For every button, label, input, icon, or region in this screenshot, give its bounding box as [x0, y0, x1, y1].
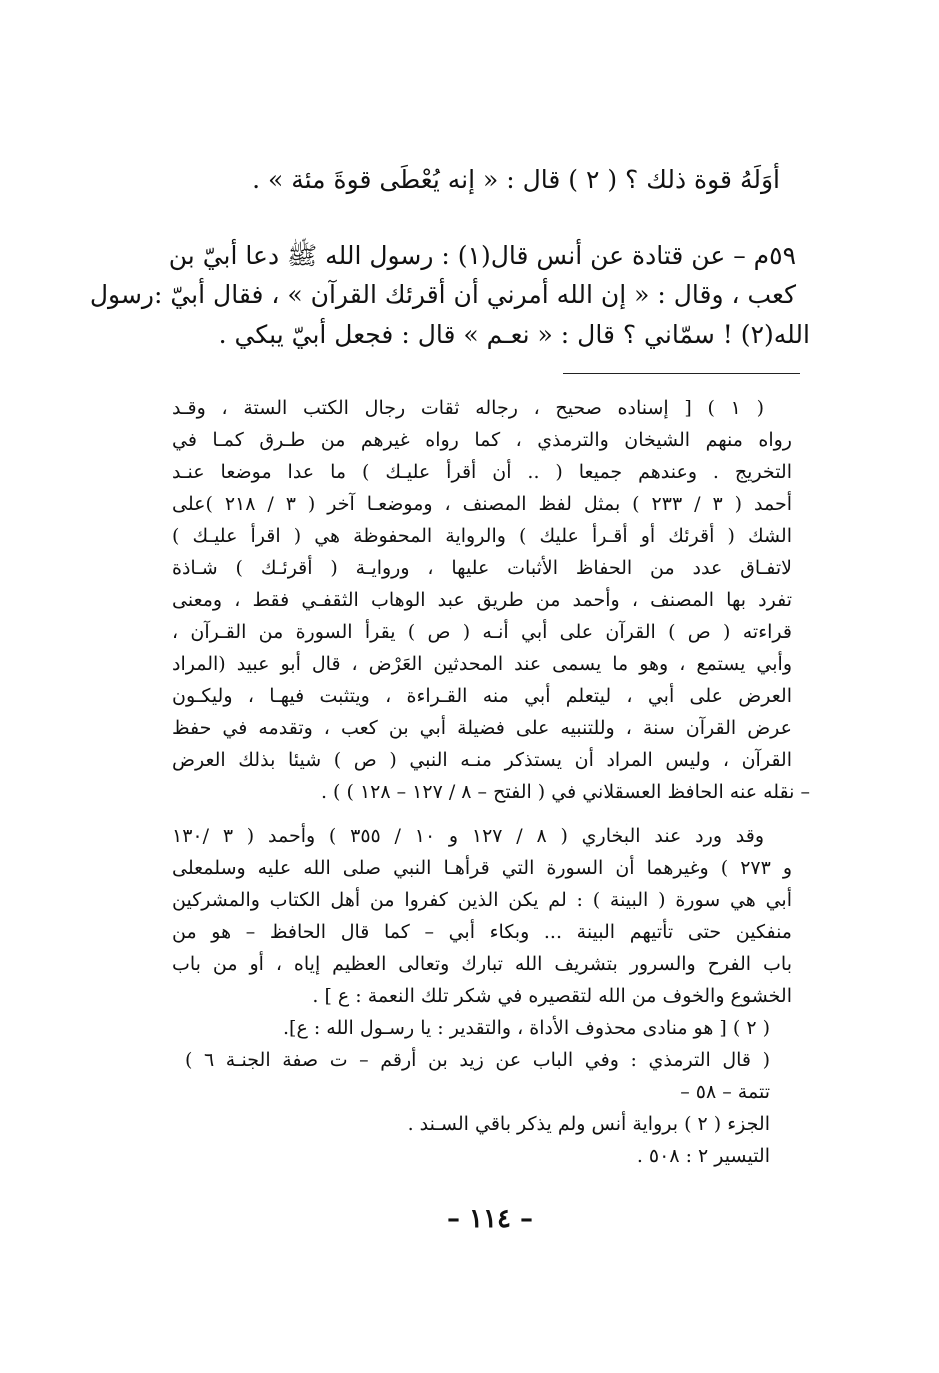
main-text-line-2: ٥٩م – عن قتادة عن أنس قال(١) : رسول الله ﷺ دعا أبيّ بن — [168, 241, 796, 270]
footnote-line-10: العرض على أبي ، ليتعلم أبي منه القـراءة ، ويتثبت فيهـا ، وليكـون — [172, 685, 792, 707]
footnote-line-12: القرآن ، وليس المراد أن يستذكر منـه النبي ( ص ) شيئا بذلك العرض — [172, 749, 792, 771]
footnote-line-11: عرض القرآن سنة ، وللتنبيه على فضيلة أبي بن كعب ، وتقدمه في حفظ — [172, 717, 792, 739]
main-text-line-1: أوَلَهُ قوة ذلك ؟ ( ٢ ) قال : « إنه يُعْطَى قوةَ مئة » . — [252, 165, 780, 194]
footnote-line-8: قراءته ( ص ) القرآن على أبي أنـه ( ص ) يقرأ السورة من القـرآن ، — [172, 621, 792, 643]
footnote-line-7: تفرد بها المصنف ، وأحمد من طريق عبد الوهاب الثقفـي فقط ، ومعنى — [172, 589, 792, 611]
footnote-line-14: وقد ورد عند البخاري ( ٨ / ١٢٧ و ١٠ / ٣٥٥ ) وأحمد ( ٣ /١٣٠ — [172, 825, 764, 847]
footnote-line-21: ( قال الترمذي : وفي الباب عن زيد بن أرقم – ت صفة الجنـة ٦ ) — [185, 1049, 771, 1071]
footnote-line-18: باب الفرح والسرور بتشريف الله تبارك وتعالى العظيم إياه ، أو من باب — [172, 953, 792, 975]
footnote-separator — [563, 373, 800, 374]
footnote-line-19: الخشوع والخوف من الله لتقصيره في شكر تلك النعمة : ع ] . — [312, 985, 792, 1007]
footnote-line-20: ( ٢ ) [ هو منادى محذوف الأداة ، والتقدير : يا رسـول الله : ع]. — [283, 1017, 770, 1039]
footnote-line-1: ( ١ ) [ إسناده صحيح ، رجاله ثقات رجال الكتب الستة ، وقـد — [172, 397, 765, 419]
main-text-line-4: الله(٢) ! سمّاني ؟ قال : « نعـم » قال : فجعل أبيّ يبكي . — [218, 320, 810, 349]
footnote-line-4: أحمد ( ٣ / ٢٣٣ ) بمثل لفظ المصنف ، وموضعـا آخر ( ٣ / ٢١٨ )على — [172, 493, 792, 515]
main-text-line-3: كعب ، وقال : « إن الله أمرني أن أقرئك القرآن » ، فقال أبيّ :رسول — [89, 280, 796, 309]
footnote-line-13: – نقله عنه الحافظ العسقلاني في ( الفتح – ٨ / ١٢٧ – ١٢٨ ) ) . — [320, 781, 810, 803]
footnote-line-2: رواه منهم الشيخان والترمذي ، كما رواه غيرهم من طـرق كمـا في — [172, 429, 792, 451]
footnote-line-16: أبي هي سورة ( البينة ) : لم يكن الذين كفروا من أهل الكتاب والمشركين — [172, 889, 792, 911]
page-number: – ١١٤ – — [446, 1204, 534, 1234]
footnote-line-15: و ٢٧٣ ) وغيرهما أن السورة التي قرأهـا النبي صلى الله عليه وسلمعلى — [172, 857, 793, 879]
footnote-line-24: التيسير ٢ : ٥٠٨ . — [636, 1145, 770, 1167]
footnote-line-6: لاتفـاق عدد من الحفاظ الأثبات عليها ، وروايـة ( أقرئـك ) شـاذة — [172, 557, 792, 579]
footnote-line-17: منفكين حتى تأتيهم البينة ... وبكاء أبي – كما قال الحافظ – هو من — [172, 921, 792, 943]
footnote-line-22: تتمة – ٥٨ – — [680, 1081, 770, 1103]
footnote-line-9: وأبي يستمع ، وهو ما يسمى عند المحدثين العَرْض ، قال أبو عبيد (المراد — [172, 653, 792, 675]
footnote-line-23: الجزء ( ٢ ) برواية أنس ولم يذكر باقي السـند . — [407, 1113, 770, 1135]
footnote-line-5: الشك ( أقرئك أو أقـرأ عليك ) والرواية المحفوظة هي ( اقرأ عليـك ) — [172, 525, 792, 547]
footnote-line-3: التخريج . وعندهم جميعا ( .. أن أقرأ عليـك ) ما عدا موضعا عنـد — [172, 461, 792, 483]
